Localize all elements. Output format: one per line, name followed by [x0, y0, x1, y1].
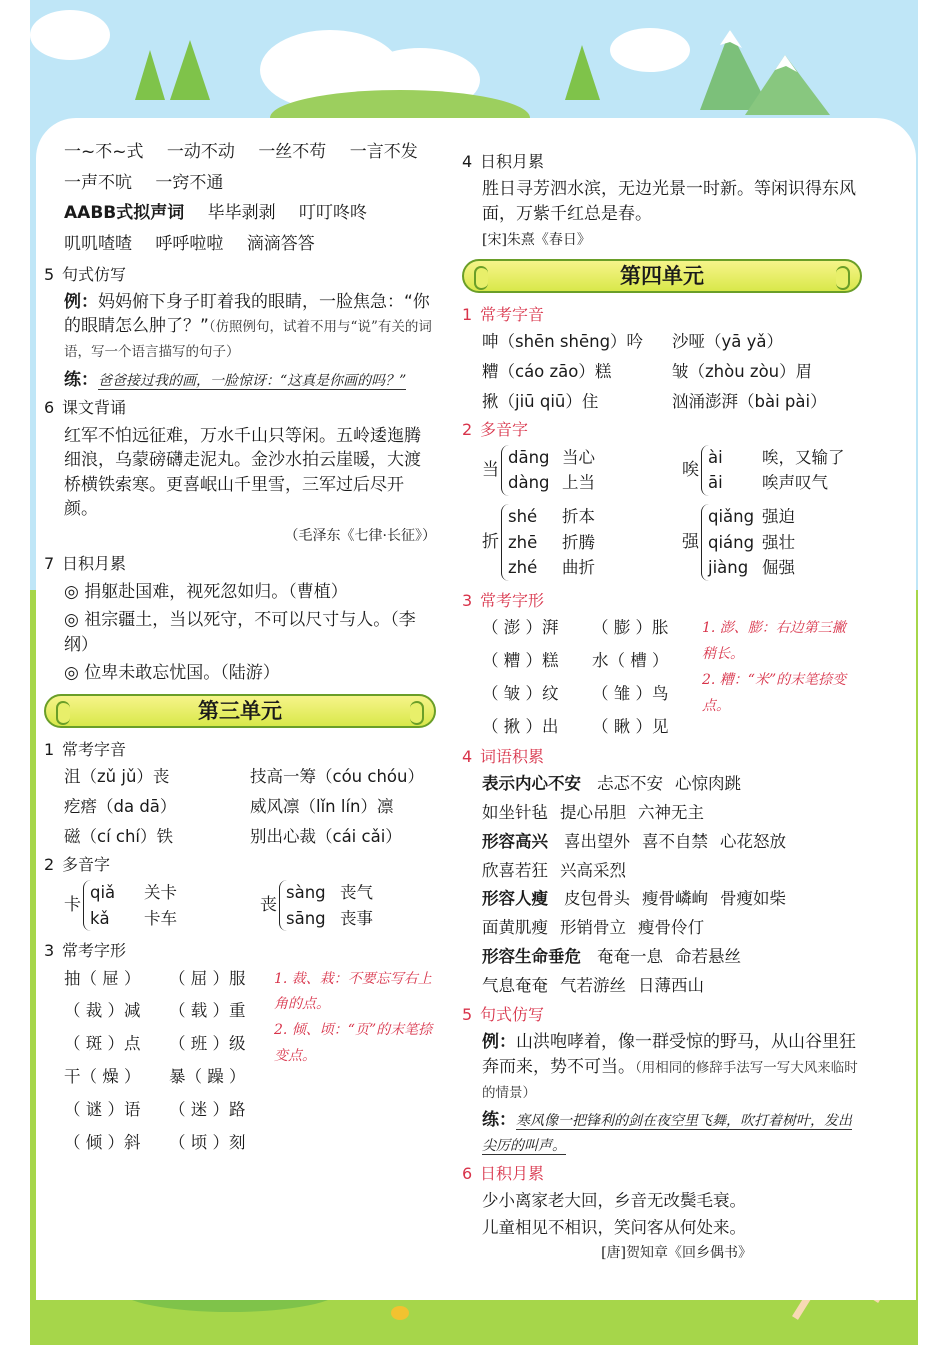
glyph-item: （ 屈 ）服 [169, 968, 246, 988]
glyph-item: （ 糟 ）糕 [482, 650, 559, 670]
word: 日薄西山 [638, 976, 704, 996]
pronunciation-item: 汹涌澎湃（bài pài） [672, 391, 827, 411]
aabb-line-2 [64, 232, 436, 257]
u4-heading-2 [462, 418, 862, 441]
polyphone-group [482, 445, 662, 496]
polyphone-char: 当 [482, 460, 499, 481]
word: 唉，又输了 [762, 447, 845, 467]
u3-glyph-block [64, 967, 436, 1156]
section-heading-6 [44, 396, 436, 419]
u4-pronunciation-grid [482, 330, 862, 414]
polyphone-char: 折 [482, 532, 499, 553]
word-category: 表示内心不安 [482, 773, 581, 793]
section-title: 常考字音 [480, 304, 545, 324]
pinyin: qiáng [708, 532, 755, 552]
u3-pronunciation-grid [64, 765, 436, 849]
pronunciation-item: 揪（jiū qiū）住 [482, 391, 599, 411]
section-number: 3 [44, 941, 55, 961]
practice-sentence [64, 368, 436, 393]
word: 折本 [562, 507, 595, 527]
polyphone-char: 丧 [260, 895, 277, 916]
practice-answer: 寒风像一把锋利的剑在夜空里飞舞，吹打着树叶，发出尖厉的叫声。 [482, 1113, 852, 1154]
section-number: 2 [44, 855, 55, 875]
idiom-word: 一声不吭 [64, 172, 132, 193]
quote-item: ◎ 祖宗疆土，当以死守，不可以尺寸与人。（李纲） [64, 610, 416, 655]
glyph-item: 抽（ 屉 ） [64, 968, 141, 988]
word: 曲折 [562, 558, 595, 578]
pronunciation-item: 糟（cáo zāo）糕 [482, 361, 612, 381]
section-title: 词语积累 [480, 746, 545, 766]
aabb-word: 叽叽喳喳 [64, 233, 132, 254]
section-number: 5 [462, 1005, 473, 1025]
quote-item: ◎ 位卑未敢忘忧国。（陆游） [64, 663, 280, 684]
aabb-lead: AABB式拟声词 [64, 203, 185, 224]
u4-heading-4 [462, 745, 862, 768]
u4-heading-6 [462, 1162, 862, 1185]
polyphone-group [260, 880, 436, 931]
glyph-item: （ 皱 ）纹 [482, 683, 559, 703]
glyph-tip: 2. 糟：“米”的末笔捺变点。 [702, 671, 847, 714]
glyph-item: 暴（ 躁 ） [169, 1067, 246, 1087]
u4-glyph-block [482, 616, 862, 739]
word: 忐忑不安 [597, 773, 663, 793]
example-note: （仿照例句，试着不用与“说”有关的词语，写一个语言描写的句子） [64, 319, 432, 361]
word: 喜不自禁 [642, 831, 708, 851]
poem-text: 胜日寻芳泗水滨，无边光景一时新。等闲识得东风面，万紫千红总是春。 [482, 179, 856, 224]
polyphone-char: 唉 [682, 460, 699, 481]
polyphone-group [682, 504, 862, 581]
pinyin: jiàng [708, 558, 749, 578]
section-heading-7 [44, 552, 436, 575]
glyph-tip: 1. 澎、膨：右边第三撇稍长。 [702, 619, 846, 662]
polyphone-char: 强 [682, 532, 699, 553]
word: 心惊肉跳 [675, 773, 741, 793]
word-line [482, 887, 862, 911]
pronunciation-item: 沙哑（yā yǎ） [672, 331, 783, 351]
glyph-item: （ 倾 ）斜 [64, 1133, 141, 1153]
pinyin: sàng [286, 883, 326, 903]
practice-label: 练： [64, 369, 98, 390]
word: 瘦骨嶙峋 [642, 889, 708, 909]
word: 折腾 [562, 532, 595, 552]
word: 形销骨立 [560, 918, 626, 938]
example-text: 妈妈俯下身子盯着我的眼睛，一脸焦急：“你的眼睛怎么肿了？” [64, 291, 430, 337]
word: 如坐针毡 [482, 802, 548, 822]
word-category: 形容高兴 [482, 831, 548, 851]
example-sentence [482, 1030, 862, 1104]
glyph-item: （ 斑 ）点 [64, 1034, 141, 1054]
example-text: 山洪咆哮着，像一群受惊的野马，从山谷里狂奔而来，势不可当。 [482, 1032, 856, 1077]
word: 面黄肌瘦 [482, 918, 548, 938]
pronunciation-item: 呻（shēn shēng）吟 [482, 331, 644, 351]
u3-heading-1 [44, 738, 436, 761]
unit-4-banner: 第四单元 [462, 259, 862, 293]
glyph-item: （ 雏 ）鸟 [592, 683, 669, 703]
word: 丧事 [340, 908, 373, 928]
example-label: 例： [482, 1032, 516, 1053]
section-title: 常考字形 [62, 941, 127, 961]
section-number: 3 [462, 590, 473, 610]
cloud-3 [30, 10, 110, 60]
u3-polyphone-row [44, 880, 436, 935]
section-title: 日积月累 [62, 554, 127, 574]
section-number: 1 [462, 304, 473, 324]
word: 兴高采烈 [560, 860, 626, 880]
ball-icon [391, 1306, 409, 1320]
word: 强壮 [762, 532, 795, 552]
example-sentence [64, 290, 436, 364]
poem-text: 红军不怕远征难，万水千山只等闲。五岭逶迤腾细浪，乌蒙磅礴走泥丸。金沙水拍云崖暖，大渡桥横铁索寒。更喜岷山千里雪，三军过后尽开颜。 [64, 425, 421, 520]
section-number: 4 [462, 746, 473, 766]
section-number: 6 [462, 1163, 473, 1183]
word: 瘦骨伶仃 [638, 918, 704, 938]
pinyin: zhé [508, 558, 538, 578]
idiom-word: 一动不动 [166, 142, 235, 162]
pronunciation-item: 皱（zhòu zòu）眉 [672, 361, 813, 381]
section-title: 多音字 [480, 419, 529, 439]
section-number: 7 [44, 554, 55, 574]
word-line [482, 772, 862, 796]
glyph-tip: 2. 倾、顷：“页”的末笔捺变点。 [274, 1022, 433, 1065]
aabb-word: 滴滴答答 [246, 233, 315, 254]
u4-polyphone-row-1 [462, 445, 862, 500]
word: 关卡 [144, 883, 177, 903]
word: 欣喜若狂 [482, 860, 548, 880]
word: 唉声叹气 [762, 473, 828, 493]
section-number: 5 [44, 264, 55, 284]
section-title: 多音字 [62, 855, 111, 875]
glyph-item: （ 澎 ）湃 [482, 617, 559, 637]
example-note: （用相同的修辞手法写一写大风来临时的情景） [482, 1059, 858, 1101]
word: 丧气 [340, 883, 373, 903]
poem-source: [宋]朱熹《春日》 [482, 232, 591, 249]
word-line [482, 945, 862, 969]
glyph-item: （ 膨 ）胀 [592, 617, 669, 637]
unit-3-banner: 第三单元 [44, 694, 436, 728]
pronunciation-item: 磁（cí chí）铁 [64, 827, 174, 847]
glyph-tip: 1. 裁、栽：不要忘写右上角的点。 [274, 970, 432, 1013]
practice-label: 练： [482, 1110, 516, 1131]
word: 气若游丝 [560, 976, 626, 996]
aabb-word: 毕毕剥剥 [207, 203, 276, 224]
polyphone-group [64, 880, 240, 931]
word: 奄奄一息 [597, 947, 663, 967]
glyph-item: （ 揪 ）出 [482, 716, 559, 736]
pinyin: zhē [508, 532, 538, 552]
glyph-item: （ 顷 ）刻 [169, 1133, 246, 1153]
right-column [462, 146, 862, 1269]
poem-source: （毛泽东《七律·长征》） [284, 528, 436, 545]
u4-heading-3 [462, 589, 862, 612]
pinyin: dāng [508, 447, 550, 467]
pinyin: kǎ [90, 908, 110, 928]
idiom-line-1 [64, 140, 436, 165]
idiom-line-2 [64, 171, 436, 196]
pronunciation-item: 别出心裁（cái cǎi） [250, 827, 402, 847]
practice-sentence [482, 1108, 862, 1157]
word: 命若悬丝 [675, 947, 741, 967]
idiom-word: 一~不~式 [64, 142, 144, 162]
section-title: 句式仿写 [62, 264, 127, 284]
word: 六神无主 [638, 802, 704, 822]
u4-heading-5 [462, 1003, 862, 1026]
word-line [482, 859, 862, 883]
pronunciation-item: 沮（zǔ jǔ）丧 [64, 767, 170, 787]
glyph-item: 水（ 槽 ） [592, 650, 669, 670]
pinyin: shé [508, 507, 538, 527]
polyphone-group [682, 445, 862, 496]
cloud-4 [610, 28, 690, 72]
pinyin: ài [708, 447, 723, 467]
glyph-item: （ 瞅 ）见 [592, 716, 669, 736]
section-title: 日积月累 [480, 1163, 545, 1183]
glyph-item: 干（ 燥 ） [64, 1067, 141, 1087]
aabb-line-1 [64, 201, 436, 226]
word-line [482, 830, 862, 854]
section-title: 日积月累 [480, 152, 545, 171]
practice-answer: 爸爸接过我的画，一脸惊讶：“这真是你画的吗？” [98, 372, 407, 389]
left-column [44, 140, 436, 1161]
aabb-word: 叮叮咚咚 [299, 203, 368, 224]
section-number: 1 [44, 740, 55, 760]
u4-polyphone-row-2 [462, 504, 862, 585]
word: 喜出望外 [564, 831, 630, 851]
idiom-word: 一窍不通 [155, 172, 224, 193]
section-title: 课文背诵 [62, 398, 127, 418]
u4-heading-1 [462, 303, 862, 326]
pinyin: qiǎng [708, 507, 755, 527]
word-line [482, 974, 862, 998]
pronunciation-item: 威风凛（lǐn lín）凛 [250, 797, 394, 817]
section-title: 常考字形 [480, 590, 545, 610]
poem-line: 儿童相见不相识，笑问客从何处来。 [482, 1217, 746, 1237]
word: 强迫 [762, 507, 795, 527]
section-heading-5 [44, 263, 436, 286]
glyph-item: （ 谜 ）语 [64, 1100, 141, 1120]
poem-source: [唐]贺知章《回乡偶书》 [601, 1244, 752, 1261]
word: 当心 [562, 447, 595, 467]
u3-heading-2 [44, 853, 436, 876]
pinyin: sāng [286, 908, 326, 928]
pronunciation-item: 技高一筹（cóu chóu） [250, 767, 424, 787]
polyphone-char: 卡 [64, 895, 81, 916]
word: 提心吊胆 [560, 802, 626, 822]
section-title: 常考字音 [62, 740, 127, 760]
pronunciation-item: 疙瘩（da dā） [64, 797, 177, 817]
section-title: 句式仿写 [480, 1005, 545, 1025]
idiom-word: 一言不发 [349, 142, 418, 162]
word: 气息奄奄 [482, 976, 548, 996]
poem-line: 少小离家老大回，乡音无改鬓毛衰。 [482, 1190, 746, 1210]
section-number: 2 [462, 419, 473, 439]
idiom-word: 一丝不苟 [258, 142, 327, 162]
word: 倔强 [762, 558, 795, 578]
word: 皮包骨头 [564, 889, 630, 909]
word-line [482, 916, 862, 940]
section-heading-r4 [462, 150, 862, 173]
section-number: 4 [462, 152, 473, 171]
word-category: 形容人瘦 [482, 889, 548, 909]
glyph-item: （ 载 ）重 [169, 1001, 246, 1021]
word-line [482, 801, 862, 825]
quote-item: ◎ 捐躯赴国难，视死忽如归。（曹植） [64, 581, 348, 602]
glyph-item: （ 裁 ）减 [64, 1001, 141, 1021]
word: 上当 [562, 473, 595, 493]
polyphone-group [482, 504, 662, 581]
pinyin: āi [708, 473, 723, 493]
word: 心花怒放 [720, 831, 786, 851]
glyph-item: （ 班 ）级 [169, 1034, 246, 1054]
pinyin: dàng [508, 473, 550, 493]
u3-heading-3 [44, 939, 436, 962]
pinyin: qiǎ [90, 883, 116, 903]
word-category: 形容生命垂危 [482, 947, 581, 967]
aabb-word: 呼呼啦啦 [155, 233, 224, 254]
glyph-item: （ 迷 ）路 [169, 1100, 246, 1120]
example-label: 例： [64, 291, 98, 312]
word: 卡车 [144, 908, 177, 928]
section-number: 6 [44, 398, 55, 418]
word: 骨瘦如柴 [720, 889, 786, 909]
